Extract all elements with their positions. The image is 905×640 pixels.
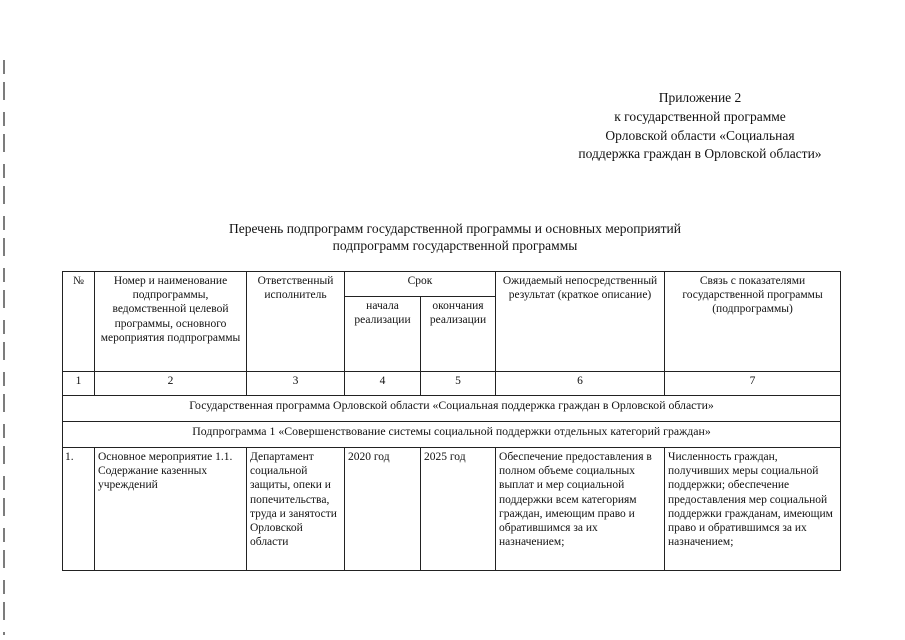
- appendix-note: [520, 89, 880, 164]
- header-term: Срок: [345, 272, 496, 297]
- program-row: [63, 396, 841, 422]
- table-row: [63, 448, 841, 571]
- column-number: 6: [496, 372, 665, 396]
- header-result: Ожидаемый непосредственный результат (краткое описание): [496, 272, 665, 372]
- appendix-line: Приложение 2: [658, 90, 742, 105]
- scan-edge-mark: [3, 60, 5, 635]
- column-number-row: [63, 372, 841, 396]
- title-line-1: Перечень подпрограмм государственной программы и основных мероприятий: [229, 221, 681, 236]
- header-responsible: Ответственный исполнитель: [247, 272, 345, 372]
- subprogram-title: Подпрограмма 1 «Совершенствование системы социальной поддержки отдельных категорий граждан»: [63, 422, 841, 448]
- row-link: Численность граждан, получивших меры социальной поддержки; обеспечение предоставления мер социальной поддержки гражданам, имеющим право и обратившимся за их назначением;: [665, 448, 841, 571]
- row-name-description: Содержание казенных учреждений: [98, 465, 208, 492]
- row-end: 2025 год: [421, 448, 496, 571]
- appendix-line: к государственной программе: [614, 108, 786, 124]
- column-number: 5: [421, 372, 496, 396]
- header-end: окончания реализации: [421, 297, 496, 372]
- appendix-line: Орловской области «Социальная: [605, 127, 795, 143]
- title-line-2: подпрограмм государственной программы: [332, 238, 578, 253]
- header-row: [63, 272, 841, 297]
- row-responsible: Департамент социальной защиты, опеки и попечительства, труда и занятости Орловской области: [247, 448, 345, 571]
- measures-table: [62, 271, 841, 571]
- appendix-line: поддержка граждан в Орловской области»: [578, 146, 822, 162]
- column-number: 2: [95, 372, 247, 396]
- row-result: Обеспечение предоставления в полном объеме социальных выплат и мер социальной поддержки всем категориям граждан, имеющим право и обратившимся за их назначением;: [496, 448, 665, 571]
- header-start: начала реализации: [345, 297, 421, 372]
- column-number: 3: [247, 372, 345, 396]
- row-start: 2020 год: [345, 448, 421, 571]
- column-number: 7: [665, 372, 841, 396]
- row-num: 1.: [63, 448, 95, 571]
- row-name-measure: Основное мероприятие 1.1.: [98, 451, 233, 463]
- column-number: 4: [345, 372, 421, 396]
- header-link: Связь с показателями государственной программы (подпрограммы): [665, 272, 841, 372]
- row-name: [95, 448, 247, 571]
- program-title: Государственная программа Орловской области «Социальная поддержка граждан в Орловской области»: [63, 396, 841, 422]
- header-name: Номер и наименование подпрограммы, ведомственной целевой программы, основного мероприятия подпрограммы: [95, 272, 247, 372]
- document-title: [60, 220, 850, 254]
- subprogram-row: [63, 422, 841, 448]
- column-number: 1: [63, 372, 95, 396]
- header-num: №: [63, 272, 95, 372]
